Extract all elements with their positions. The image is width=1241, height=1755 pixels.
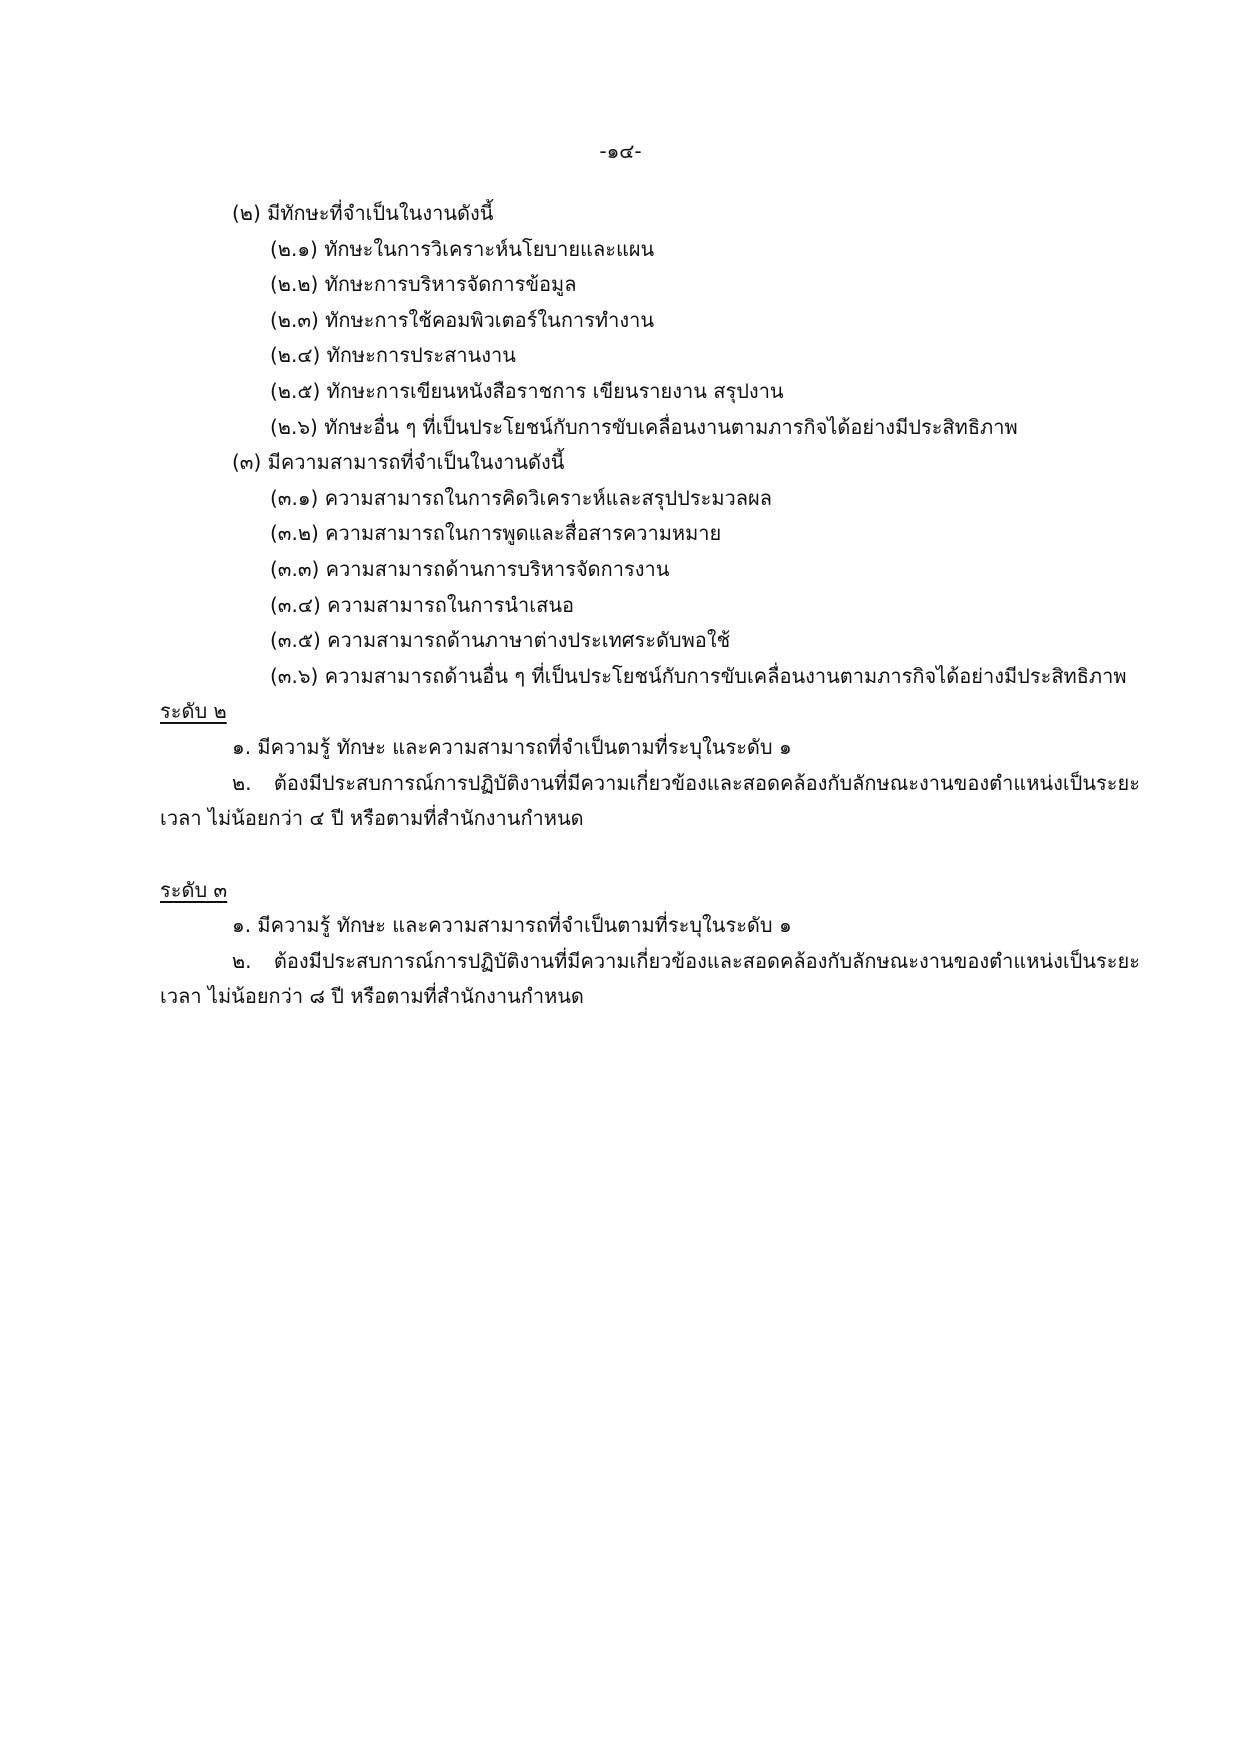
skill-item: (๒.๔) ทักษะการประสานงาน [270, 343, 516, 368]
ability-item: (๓.๒) ความสามารถในการพูดและสื่อสารความหมาย [270, 521, 722, 546]
level-3-heading: ระดับ ๓ [160, 877, 228, 902]
level-3-item-1: ๑. มีความรู้ ทักษะ และความสามารถที่จำเป็นตามที่ระบุในระดับ ๑ [232, 913, 792, 938]
page-number: -๑๔- [599, 139, 642, 163]
ability-item: (๓.๖) ความสามารถด้านอื่น ๆ ที่เป็นประโยชน์กับการขับเคลื่อนงานตามภารกิจได้อย่างมีประสิทธิภาพ [270, 663, 1127, 688]
skills-heading: (๒) มีทักษะที่จำเป็นในงานดังนี้ [232, 201, 494, 225]
section-spacer [160, 837, 1140, 873]
ability-item: (๓.๓) ความสามารถด้านการบริหารจัดการงาน [270, 556, 670, 581]
level-3-section [160, 873, 1140, 909]
level-2-section [160, 694, 1140, 730]
skill-item: (๒.๕) ทักษะการเขียนหนังสือราชการ เขียนรายงาน สรุปงาน [270, 378, 784, 403]
ability-item: (๓.๑) ความสามารถในการคิดวิเคราะห์และสรุปประมวลผล [270, 485, 773, 510]
skill-item: (๒.๑) ทักษะในการวิเคราะห์นโยบายและแผน [270, 236, 655, 261]
document-body [160, 196, 1140, 1015]
skill-item: (๒.๓) ทักษะการใช้คอมพิวเตอร์ในการทำงาน [270, 307, 654, 332]
ability-item: (๓.๕) ความสามารถด้านภาษาต่างประเทศระดับพอใช้ [270, 628, 731, 653]
skill-item: (๒.๖) ทักษะอื่น ๆ ที่เป็นประโยชน์กับการขับเคลื่อนงานตามภารกิจได้อย่างมีประสิทธิภาพ [270, 414, 1018, 439]
level-2-item-2: ๒. ต้องมีประสบการณ์การปฏิบัติงานที่มีความเกี่ยวข้องและสอดคล้องกับลักษณะงานของตำแหน่งเป็นระยะเวลา ไม่น้อยกว่า ๔ ปี หรือตามที่สำนักงานกำหนด [160, 770, 1140, 831]
abilities-heading: (๓) มีความสามารถที่จำเป็นในงานดังนี้ [232, 450, 565, 475]
level-3-item-2: ๒. ต้องมีประสบการณ์การปฏิบัติงานที่มีความเกี่ยวข้องและสอดคล้องกับลักษณะงานของตำแหน่งเป็นระยะเวลา ไม่น้อยกว่า ๘ ปี หรือตามที่สำนักงานกำหนด [160, 948, 1140, 1009]
ability-item: (๓.๔) ความสามารถในการนำเสนอ [270, 592, 575, 617]
skill-item: (๒.๒) ทักษะการบริหารจัดการข้อมูล [270, 272, 577, 297]
level-2-item-1: ๑. มีความรู้ ทักษะ และความสามารถที่จำเป็นตามที่ระบุในระดับ ๑ [232, 734, 792, 759]
level-2-heading: ระดับ ๒ [160, 699, 227, 724]
